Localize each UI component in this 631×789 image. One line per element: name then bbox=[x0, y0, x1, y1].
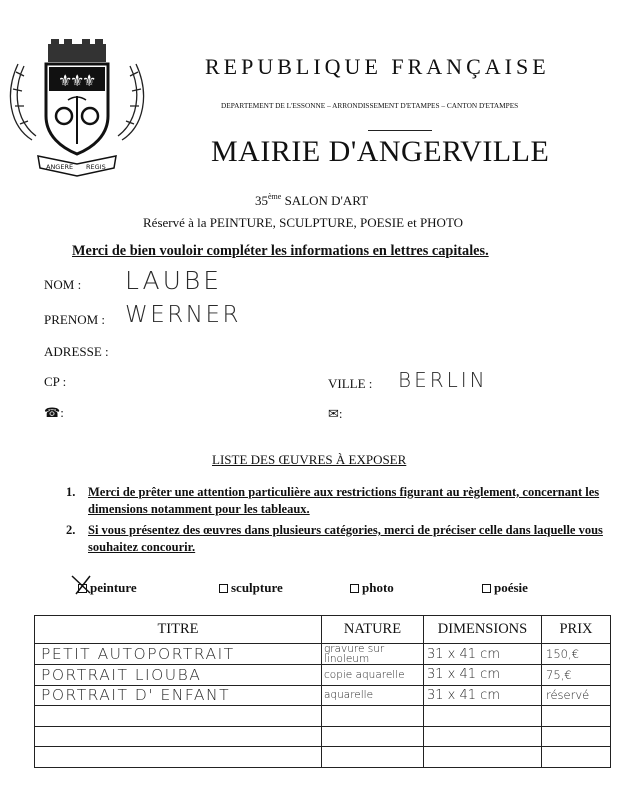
mairie-title: MAIRIE D'ANGERVILLE bbox=[211, 135, 550, 168]
cell-dimensions[interactable] bbox=[424, 706, 542, 727]
cell-prix[interactable]: 75,€ bbox=[542, 665, 611, 686]
envelope-icon: ✉ bbox=[328, 406, 339, 421]
cell-dimensions[interactable] bbox=[424, 726, 542, 747]
table-row bbox=[35, 665, 611, 686]
salon-title: 35ème SALON D'ART bbox=[255, 192, 369, 208]
capitals-instruction: Merci de bien vouloir compléter les informations en lettres capitales. bbox=[72, 243, 489, 259]
check-mark-icon bbox=[70, 574, 96, 596]
phone-row bbox=[44, 405, 64, 421]
instruction-1: 1. Merci de prêter une attention particulière aux restrictions figurant au règlement, concernant les dimensions notamment pour les tableaux. bbox=[66, 485, 600, 516]
cell-prix[interactable] bbox=[542, 706, 611, 727]
adresse-label: ADRESSE : bbox=[44, 344, 109, 359]
table-row bbox=[35, 685, 611, 706]
header-titre: TITRE bbox=[35, 616, 322, 644]
crest-banner-right: REGIS bbox=[86, 163, 106, 171]
table-header-row bbox=[35, 616, 611, 644]
crest-banner-left: ANGERE bbox=[46, 163, 74, 171]
email-row bbox=[328, 406, 343, 422]
cell-prix[interactable] bbox=[542, 747, 611, 768]
svg-text:⚜: ⚜ bbox=[58, 71, 73, 90]
republique-heading: REPUBLIQUE FRANÇAISE bbox=[205, 54, 550, 79]
table-row bbox=[35, 644, 611, 665]
cell-titre[interactable]: PORTRAIT D' ENFANT bbox=[35, 685, 322, 706]
checkbox-icon[interactable] bbox=[482, 584, 491, 593]
cell-titre[interactable] bbox=[35, 726, 322, 747]
phone-icon: ☎ bbox=[44, 405, 61, 420]
works-list-title: LISTE DES ŒUVRES À EXPOSER bbox=[212, 452, 407, 467]
header-nature: NATURE bbox=[322, 616, 424, 644]
prenom-label: PRENOM : bbox=[44, 312, 106, 327]
cell-dimensions[interactable]: 31 x 41 cm bbox=[424, 685, 542, 706]
category-photo[interactable]: photo bbox=[350, 580, 394, 596]
cell-nature[interactable] bbox=[322, 747, 424, 768]
svg-text:⚜: ⚜ bbox=[82, 71, 97, 90]
cell-dimensions[interactable]: 31 x 41 cm bbox=[424, 665, 542, 686]
cell-nature[interactable]: copie aquarelle bbox=[322, 665, 424, 686]
svg-text:⚜: ⚜ bbox=[70, 71, 85, 90]
ville-label: VILLE : bbox=[328, 376, 373, 391]
phone-label: : bbox=[60, 405, 64, 420]
cell-nature[interactable]: gravure sur linoleum bbox=[322, 644, 424, 665]
ville-field[interactable]: BERLIN bbox=[398, 368, 488, 392]
cell-titre[interactable] bbox=[35, 706, 322, 727]
table-row bbox=[35, 706, 611, 727]
cell-nature[interactable] bbox=[322, 726, 424, 747]
prenom-field[interactable]: WERNER bbox=[125, 302, 241, 328]
cell-titre[interactable] bbox=[35, 747, 322, 768]
cell-dimensions[interactable] bbox=[424, 747, 542, 768]
cp-label: CP : bbox=[44, 374, 67, 389]
cell-titre[interactable]: PORTRAIT LIOUBA bbox=[35, 665, 322, 686]
checkbox-icon[interactable] bbox=[350, 584, 359, 593]
cell-prix[interactable]: réservé bbox=[542, 685, 611, 706]
divider bbox=[368, 130, 432, 131]
cell-titre[interactable]: PETIT AUTOPORTRAIT bbox=[35, 644, 322, 665]
header-dimensions: DIMENSIONS bbox=[424, 616, 542, 644]
category-peinture[interactable]: peinture bbox=[78, 580, 137, 596]
cell-prix[interactable] bbox=[542, 726, 611, 747]
instruction-2: 2. Si vous présentez des œuvres dans plusieurs catégories, merci de préciser celle dans laquelle vous souhaitez concourir. bbox=[66, 523, 603, 554]
cell-nature[interactable] bbox=[322, 706, 424, 727]
cell-nature[interactable]: aquarelle bbox=[322, 685, 424, 706]
category-sculpture[interactable]: sculpture bbox=[219, 580, 283, 596]
category-poesie[interactable]: poésie bbox=[482, 580, 528, 596]
nom-label: NOM : bbox=[44, 277, 82, 292]
municipal-crest-logo bbox=[2, 36, 152, 186]
cell-prix[interactable]: 150,€ bbox=[542, 644, 611, 665]
cell-dimensions[interactable]: 31 x 41 cm bbox=[424, 644, 542, 665]
table-row bbox=[35, 726, 611, 747]
table-row bbox=[35, 747, 611, 768]
reserve-line: Réservé à la PEINTURE, SCULPTURE, POESIE et PHOTO bbox=[143, 215, 464, 230]
departement-line: DEPARTEMENT DE L'ESSONNE – ARRONDISSEMENT D'ETAMPES – CANTON D'ETAMPES bbox=[221, 101, 519, 110]
works-table bbox=[34, 615, 611, 768]
email-label: : bbox=[338, 406, 343, 421]
header-prix: PRIX bbox=[542, 616, 611, 644]
nom-field[interactable]: LAUBE bbox=[125, 266, 223, 295]
checkbox-icon[interactable] bbox=[219, 584, 228, 593]
